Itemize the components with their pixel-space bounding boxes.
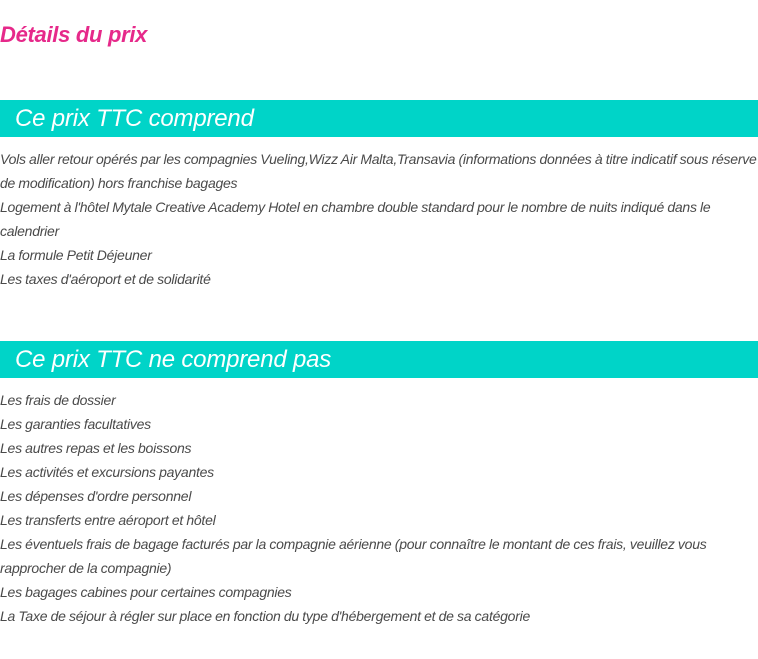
excluded-list (0, 388, 758, 628)
excluded-item: Les dépenses d'ordre personnel (0, 488, 192, 504)
included-section (0, 100, 758, 291)
included-section-header: Ce prix TTC comprend (0, 100, 758, 137)
page-title: Détails du prix (0, 22, 148, 47)
excluded-section (0, 341, 758, 628)
excluded-item: Les frais de dossier (0, 392, 116, 408)
included-item: Logement à l'hôtel Mytale Creative Academy Hotel en chambre double standard pour le nombre de nuits indiqué dans le calendrier (0, 199, 711, 239)
excluded-item: Les transferts entre aéroport et hôtel (0, 512, 216, 528)
included-item: La formule Petit Déjeuner (0, 247, 152, 263)
excluded-section-header: Ce prix TTC ne comprend pas (0, 341, 758, 378)
included-list (0, 147, 758, 291)
excluded-item: La Taxe de séjour à régler sur place en fonction du type d'hébergement et de sa catégorie (0, 608, 531, 624)
excluded-item: Les bagages cabines pour certaines compagnies (0, 584, 292, 600)
excluded-item: Les activités et excursions payantes (0, 464, 214, 480)
excluded-item: Les éventuels frais de bagage facturés par la compagnie aérienne (pour connaître le montant de ces frais, veuillez vous rapprocher de la compagnie) (0, 536, 707, 576)
included-item: Vols aller retour opérés par les compagnies Vueling,Wizz Air Malta,Transavia (informations données à titre indicatif sous réserve de modification) hors franchise bagages (0, 151, 757, 191)
included-item: Les taxes d'aéroport et de solidarité (0, 271, 211, 287)
excluded-item: Les autres repas et les boissons (0, 440, 192, 456)
excluded-item: Les garanties facultatives (0, 416, 151, 432)
